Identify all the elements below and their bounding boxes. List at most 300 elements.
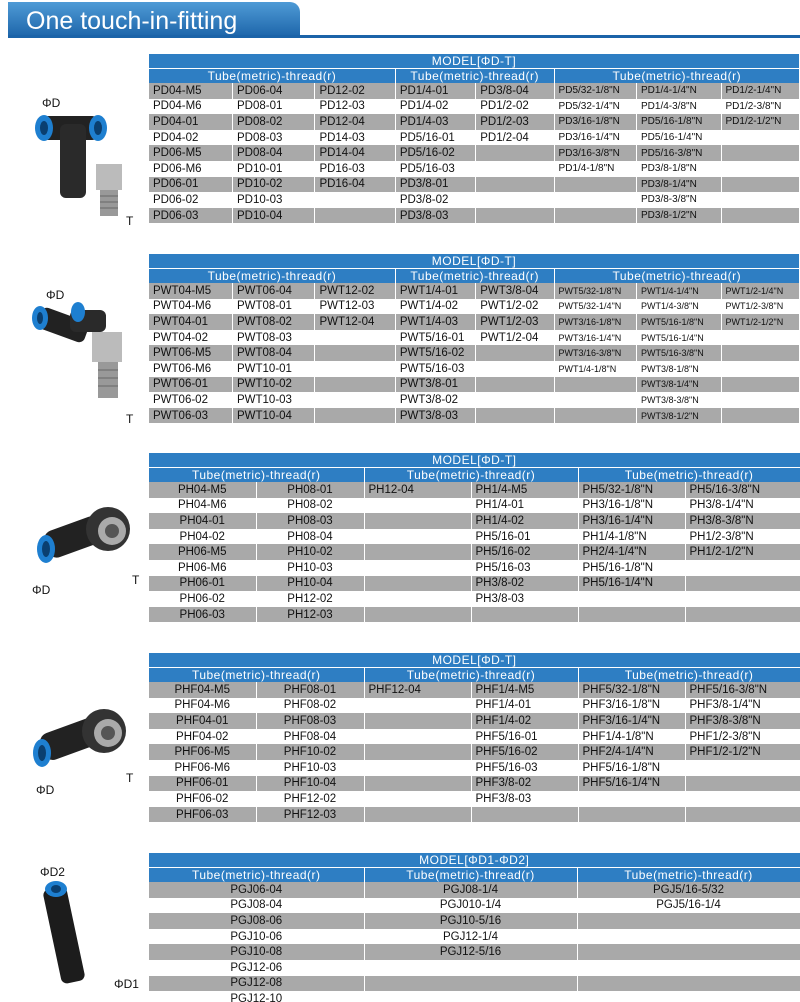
part-number-cell: PH1/2-1/2"N	[685, 544, 800, 560]
part-number-cell: PD12-02	[315, 83, 395, 99]
label-t: T	[126, 214, 134, 228]
part-number-cell: PWT04-M6	[149, 299, 232, 315]
part-number-cell: PH10-04	[256, 576, 364, 592]
part-number-cell	[685, 776, 800, 792]
part-number-cell: PHF06-M5	[149, 744, 256, 760]
part-number-cell: PD14-03	[315, 130, 395, 146]
part-number-cell	[364, 960, 577, 976]
part-number-cell: PD04-02	[149, 130, 232, 146]
part-number-cell: PD10-04	[232, 208, 314, 224]
part-number-cell: PGJ06-04	[149, 882, 364, 898]
part-number-cell: PH06-01	[149, 576, 256, 592]
part-number-cell: PGJ08-1/4	[364, 882, 577, 898]
table-row	[149, 392, 800, 408]
spec-table-pwt	[149, 254, 800, 423]
part-number-cell: PWT3/8-01	[395, 377, 475, 393]
part-number-cell	[315, 392, 395, 408]
table-row	[149, 529, 800, 545]
part-number-cell: PH3/8-3/8"N	[685, 513, 800, 529]
part-number-cell: PH06-M6	[149, 560, 256, 576]
spec-table-pd	[149, 54, 800, 223]
part-number-cell: PWT1/4-1/8"N	[554, 361, 636, 377]
part-number-cell: PD1/4-02	[395, 99, 475, 115]
part-number-cell	[364, 976, 577, 992]
model-header: MODEL[ΦD-T]	[149, 653, 800, 668]
part-number-cell: PD06-M5	[149, 145, 232, 161]
part-number-cell: PGJ10-5/16	[364, 913, 577, 929]
part-number-cell: PD1/2-1/4"N	[721, 83, 799, 99]
part-number-cell: PD5/16-3/8"N	[637, 145, 722, 161]
part-number-cell: PHF5/16-3/8"N	[685, 682, 800, 698]
part-number-cell: PD5/16-1/8"N	[637, 114, 722, 130]
part-number-cell: PD1/4-3/8"N	[637, 99, 722, 115]
part-number-cell: PHF5/32-1/8"N	[578, 682, 685, 698]
part-number-cell: PWT3/8-03	[395, 408, 475, 424]
part-number-cell: PHF3/8-03	[471, 791, 578, 807]
table-row	[149, 791, 800, 807]
table-row	[149, 408, 800, 424]
part-number-cell: PGJ10-08	[149, 944, 364, 960]
section-pd	[0, 54, 800, 230]
part-number-cell: PHF06-03	[149, 807, 256, 823]
part-number-cell	[471, 607, 578, 623]
part-number-cell	[554, 408, 636, 424]
part-number-cell: PD04-M5	[149, 83, 232, 99]
part-number-cell: PGJ12-1/4	[364, 929, 577, 945]
part-number-cell: PH04-02	[149, 529, 256, 545]
part-number-cell: PGJ010-1/4	[364, 898, 577, 914]
part-number-cell	[364, 729, 471, 745]
part-number-cell: PWT3/8-1/8"N	[637, 361, 722, 377]
part-number-cell: PH3/8-1/4"N	[685, 498, 800, 514]
part-number-cell	[315, 408, 395, 424]
part-number-cell: PH3/16-1/8"N	[578, 498, 685, 514]
part-number-cell: PH3/8-03	[471, 591, 578, 607]
model-header: MODEL[ΦD-T]	[149, 453, 800, 468]
table-row	[149, 991, 800, 1002]
part-number-cell: PWT12-04	[315, 314, 395, 330]
part-number-cell	[364, 544, 471, 560]
part-number-cell: PHF04-02	[149, 729, 256, 745]
part-number-cell: PHF12-02	[256, 791, 364, 807]
spec-table-ph	[149, 453, 800, 622]
part-number-cell: PD16-04	[315, 177, 395, 193]
part-number-cell: PWT08-01	[232, 299, 314, 315]
part-number-cell: PHF10-02	[256, 744, 364, 760]
table-row	[149, 99, 800, 115]
part-number-cell	[577, 929, 800, 945]
part-number-cell	[364, 607, 471, 623]
part-number-cell: PWT06-03	[149, 408, 232, 424]
part-number-cell: PD3/16-1/8"N	[554, 114, 636, 130]
part-number-cell: PWT06-M5	[149, 345, 232, 361]
spec-table-pgj	[149, 853, 800, 1002]
part-number-cell: PD10-01	[232, 161, 314, 177]
part-number-cell	[471, 807, 578, 823]
part-number-cell	[476, 361, 554, 377]
part-number-cell	[721, 330, 799, 346]
part-number-cell: PHF12-03	[256, 807, 364, 823]
part-number-cell: PHF08-04	[256, 729, 364, 745]
part-number-cell	[554, 392, 636, 408]
table-row	[149, 729, 800, 745]
part-number-cell: PD3/8-01	[395, 177, 475, 193]
part-number-cell: PH04-M5	[149, 482, 256, 498]
part-number-cell: PWT5/16-1/4"N	[637, 330, 722, 346]
part-number-cell: PWT1/2-1/2"N	[721, 314, 799, 330]
part-number-cell: PWT06-04	[232, 283, 314, 299]
table-row	[149, 807, 800, 823]
part-number-cell: PH5/16-02	[471, 544, 578, 560]
part-number-cell: PH3/8-02	[471, 576, 578, 592]
part-number-cell	[721, 408, 799, 424]
part-number-cell: PH5/16-1/4"N	[578, 576, 685, 592]
part-number-cell	[476, 345, 554, 361]
part-number-cell: PH08-04	[256, 529, 364, 545]
part-number-cell	[364, 776, 471, 792]
table-row	[149, 482, 800, 498]
part-number-cell: PHF1/2-3/8"N	[685, 729, 800, 745]
part-number-cell: PD1/4-03	[395, 114, 475, 130]
label-phi-d: ΦD	[32, 583, 51, 597]
part-number-cell: PWT1/4-1/4"N	[637, 283, 722, 299]
part-number-cell	[554, 177, 636, 193]
table-row	[149, 192, 800, 208]
table-row	[149, 161, 800, 177]
part-number-cell	[315, 345, 395, 361]
table-row	[149, 607, 800, 623]
part-number-cell	[364, 591, 471, 607]
part-number-cell: PD1/2-3/8"N	[721, 99, 799, 115]
part-number-cell: PD1/4-1/8"N	[554, 161, 636, 177]
part-number-cell: PH08-03	[256, 513, 364, 529]
part-number-cell	[364, 560, 471, 576]
part-number-cell	[578, 807, 685, 823]
part-number-cell: PWT1/4-3/8"N	[637, 299, 722, 315]
part-number-cell: PH06-M5	[149, 544, 256, 560]
part-number-cell: PHF04-01	[149, 713, 256, 729]
part-number-cell: PWT10-04	[232, 408, 314, 424]
part-number-cell: PD06-03	[149, 208, 232, 224]
part-number-cell: PHF12-04	[364, 682, 471, 698]
table-row	[149, 208, 800, 224]
part-number-cell	[721, 161, 799, 177]
part-number-cell	[364, 576, 471, 592]
part-number-cell	[721, 192, 799, 208]
part-number-cell: PHF06-02	[149, 791, 256, 807]
model-header: MODEL[ΦD-T]	[149, 254, 800, 269]
part-number-cell: PWT3/16-3/8"N	[554, 345, 636, 361]
group-header: Tube(metric)-thread(r)	[149, 468, 364, 483]
part-number-cell	[721, 392, 799, 408]
table-row	[149, 145, 800, 161]
page-header	[0, 0, 800, 40]
part-number-cell: PWT1/4-02	[395, 299, 475, 315]
part-number-cell: PGJ12-06	[149, 960, 364, 976]
part-number-cell	[364, 791, 471, 807]
part-number-cell: PWT3/8-1/4"N	[637, 377, 722, 393]
part-number-cell: PD08-02	[232, 114, 314, 130]
part-number-cell: PWT10-01	[232, 361, 314, 377]
part-number-cell: PD3/8-04	[476, 83, 554, 99]
part-number-cell: PWT10-02	[232, 377, 314, 393]
part-number-cell	[685, 576, 800, 592]
part-number-cell	[315, 361, 395, 377]
section-ph	[0, 453, 800, 629]
part-number-cell: PD3/16-1/4"N	[554, 130, 636, 146]
page-title: One touch-in-fitting	[26, 7, 238, 35]
part-number-cell: PD3/8-3/8"N	[637, 192, 722, 208]
part-number-cell: PH5/16-1/8"N	[578, 560, 685, 576]
elbow-fitting-icon	[0, 653, 148, 829]
section-pwt	[0, 254, 800, 430]
part-number-cell: PD1/2-1/2"N	[721, 114, 799, 130]
table-row	[149, 83, 800, 99]
part-number-cell: PD06-02	[149, 192, 232, 208]
part-number-cell	[685, 807, 800, 823]
part-number-cell: PWT5/16-01	[395, 330, 475, 346]
part-number-cell: PWT12-03	[315, 299, 395, 315]
label-t: T	[132, 573, 140, 587]
group-header: Tube(metric)-thread(r)	[395, 69, 554, 84]
part-number-cell: PD5/16-01	[395, 130, 475, 146]
part-number-cell	[315, 330, 395, 346]
part-number-cell: PHF3/8-3/8"N	[685, 713, 800, 729]
part-number-cell	[721, 208, 799, 224]
part-number-cell: PH06-03	[149, 607, 256, 623]
part-number-cell: PH10-02	[256, 544, 364, 560]
header-rule	[8, 35, 800, 38]
part-number-cell	[364, 760, 471, 776]
group-header: Tube(metric)-thread(r)	[395, 269, 554, 284]
part-number-cell	[578, 607, 685, 623]
part-number-cell: PH1/2-3/8"N	[685, 529, 800, 545]
part-number-cell	[577, 944, 800, 960]
part-number-cell: PWT06-02	[149, 392, 232, 408]
part-number-cell: PGJ08-04	[149, 898, 364, 914]
part-number-cell: PWT5/16-3/8"N	[637, 345, 722, 361]
table-row	[149, 744, 800, 760]
part-number-cell: PHF08-03	[256, 713, 364, 729]
table-row	[149, 299, 800, 315]
part-number-cell: PHF10-03	[256, 760, 364, 776]
part-number-cell: PD12-04	[315, 114, 395, 130]
part-number-cell	[685, 607, 800, 623]
part-number-cell	[364, 713, 471, 729]
part-number-cell: PH5/32-1/8"N	[578, 482, 685, 498]
part-number-cell	[476, 192, 554, 208]
part-number-cell: PGJ5/16-5/32	[577, 882, 800, 898]
group-header: Tube(metric)-thread(r)	[364, 668, 578, 683]
label-t: T	[126, 771, 134, 785]
part-number-cell: PD3/8-1/4"N	[637, 177, 722, 193]
part-number-cell: PH3/16-1/4"N	[578, 513, 685, 529]
part-number-cell: PH04-M6	[149, 498, 256, 514]
part-number-cell: PHF3/16-1/8"N	[578, 698, 685, 714]
part-number-cell	[685, 560, 800, 576]
table-row	[149, 913, 800, 929]
part-number-cell: PWT3/8-1/2"N	[637, 408, 722, 424]
part-number-cell: PD5/16-02	[395, 145, 475, 161]
part-number-cell	[364, 513, 471, 529]
part-number-cell: PD14-04	[315, 145, 395, 161]
label-phi-d2: ΦD2	[40, 865, 65, 879]
part-number-cell: PHF1/4-1/8"N	[578, 729, 685, 745]
part-number-cell: PHF1/4-02	[471, 713, 578, 729]
part-number-cell: PWT04-M5	[149, 283, 232, 299]
part-number-cell: PD1/4-01	[395, 83, 475, 99]
part-number-cell	[685, 791, 800, 807]
table-row	[149, 760, 800, 776]
table-row	[149, 177, 800, 193]
table-row	[149, 377, 800, 393]
part-number-cell: PD10-03	[232, 192, 314, 208]
table-row	[149, 882, 800, 898]
part-number-cell	[721, 145, 799, 161]
group-header: Tube(metric)-thread(r)	[554, 69, 799, 84]
part-number-cell	[476, 392, 554, 408]
part-number-cell: PH12-04	[364, 482, 471, 498]
part-number-cell: PGJ12-5/16	[364, 944, 577, 960]
table-row	[149, 713, 800, 729]
part-number-cell	[685, 760, 800, 776]
part-number-cell: PGJ10-06	[149, 929, 364, 945]
group-header: Tube(metric)-thread(r)	[364, 468, 578, 483]
part-number-cell: PD3/8-1/2"N	[637, 208, 722, 224]
part-number-cell: PWT5/16-03	[395, 361, 475, 377]
part-number-cell: PHF5/16-03	[471, 760, 578, 776]
group-header: Tube(metric)-thread(r)	[149, 868, 364, 883]
part-number-cell: PH1/4-M5	[471, 482, 578, 498]
part-number-cell	[721, 377, 799, 393]
part-number-cell	[476, 377, 554, 393]
part-number-cell	[476, 145, 554, 161]
part-number-cell: PD08-01	[232, 99, 314, 115]
part-number-cell	[315, 377, 395, 393]
group-header: Tube(metric)-thread(r)	[149, 269, 395, 284]
part-number-cell	[685, 591, 800, 607]
label-phi-d1: ΦD1	[114, 977, 139, 991]
part-number-cell: PWT3/16-1/4"N	[554, 330, 636, 346]
part-number-cell: PWT04-02	[149, 330, 232, 346]
tee-fitting-icon	[0, 54, 148, 230]
part-number-cell: PD08-04	[232, 145, 314, 161]
part-number-cell: PWT12-02	[315, 283, 395, 299]
section-phf	[0, 653, 800, 829]
part-number-cell	[721, 361, 799, 377]
table-row	[149, 544, 800, 560]
part-number-cell: PGJ12-08	[149, 976, 364, 992]
part-number-cell: PWT5/32-1/8"N	[554, 283, 636, 299]
part-number-cell	[364, 744, 471, 760]
part-number-cell: PHF1/2-1/2"N	[685, 744, 800, 760]
part-number-cell: PH2/4-1/4"N	[578, 544, 685, 560]
table-row	[149, 345, 800, 361]
part-number-cell: PWT1/4-03	[395, 314, 475, 330]
table-row	[149, 283, 800, 299]
part-number-cell	[364, 698, 471, 714]
part-number-cell: PD06-M6	[149, 161, 232, 177]
model-header: MODEL[ΦD-T]	[149, 54, 800, 69]
label-phi-d: ΦD	[46, 288, 65, 302]
part-number-cell	[364, 529, 471, 545]
part-number-cell: PHF5/16-1/4"N	[578, 776, 685, 792]
part-number-cell: PD3/8-03	[395, 208, 475, 224]
part-number-cell	[315, 208, 395, 224]
table-row	[149, 130, 800, 146]
group-header: Tube(metric)-thread(r)	[149, 668, 364, 683]
part-number-cell	[364, 991, 577, 1002]
part-number-cell: PD06-01	[149, 177, 232, 193]
part-number-cell: PWT5/16-1/8"N	[637, 314, 722, 330]
part-number-cell: PD3/8-1/8"N	[637, 161, 722, 177]
part-number-cell: PWT10-03	[232, 392, 314, 408]
part-number-cell: PH1/4-1/8"N	[578, 529, 685, 545]
part-number-cell: PD5/32-1/8"N	[554, 83, 636, 99]
part-number-cell: PWT3/8-04	[476, 283, 554, 299]
part-number-cell	[476, 208, 554, 224]
table-row	[149, 944, 800, 960]
part-number-cell: PD16-03	[315, 161, 395, 177]
part-number-cell: PHF08-01	[256, 682, 364, 698]
title-tab	[8, 2, 300, 38]
part-number-cell: PWT1/2-02	[476, 299, 554, 315]
part-number-cell: PHF2/4-1/4"N	[578, 744, 685, 760]
table-row	[149, 314, 800, 330]
part-number-cell	[721, 177, 799, 193]
part-number-cell: PWT1/2-03	[476, 314, 554, 330]
table-row	[149, 929, 800, 945]
part-number-cell: PGJ5/16-1/4	[577, 898, 800, 914]
model-header: MODEL[ΦD1-ΦD2]	[149, 853, 800, 868]
part-number-cell	[364, 807, 471, 823]
part-number-cell: PH10-03	[256, 560, 364, 576]
table-row	[149, 591, 800, 607]
table-row	[149, 682, 800, 698]
part-number-cell	[476, 408, 554, 424]
part-number-cell: PHF04-M5	[149, 682, 256, 698]
label-phi-d: ΦD	[36, 783, 55, 797]
part-number-cell: PD08-03	[232, 130, 314, 146]
part-number-cell	[554, 192, 636, 208]
group-header: Tube(metric)-thread(r)	[577, 868, 800, 883]
table-row	[149, 513, 800, 529]
table-row	[149, 560, 800, 576]
part-number-cell: PD04-M6	[149, 99, 232, 115]
y-fitting-icon	[0, 254, 148, 430]
part-number-cell: PH1/4-02	[471, 513, 578, 529]
part-number-cell: PWT08-03	[232, 330, 314, 346]
part-number-cell: PWT08-02	[232, 314, 314, 330]
part-number-cell: PWT08-04	[232, 345, 314, 361]
part-number-cell	[578, 791, 685, 807]
part-number-cell: PHF1/4-01	[471, 698, 578, 714]
part-number-cell: PWT1/4-01	[395, 283, 475, 299]
table-row	[149, 361, 800, 377]
part-number-cell: PGJ12-10	[149, 991, 364, 1002]
part-number-cell: PHF3/16-1/4"N	[578, 713, 685, 729]
part-number-cell	[476, 177, 554, 193]
part-number-cell: PWT5/16-02	[395, 345, 475, 361]
part-number-cell: PD1/2-04	[476, 130, 554, 146]
table-row	[149, 898, 800, 914]
part-number-cell	[364, 498, 471, 514]
table-row	[149, 498, 800, 514]
group-header: Tube(metric)-thread(r)	[149, 69, 395, 84]
group-header: Tube(metric)-thread(r)	[578, 468, 800, 483]
part-number-cell: PD5/16-03	[395, 161, 475, 177]
part-number-cell: PHF5/16-02	[471, 744, 578, 760]
